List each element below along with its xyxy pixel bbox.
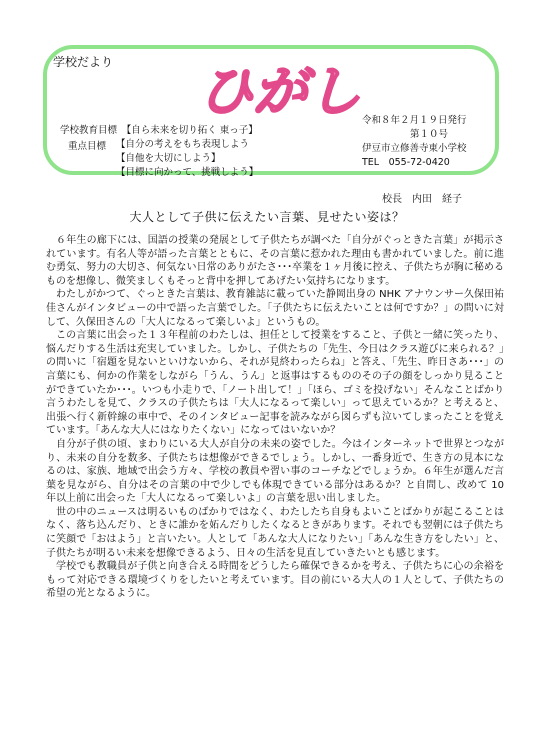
article-title: 大人として子供に伝えたい言葉、見せたい姿は？ [129,210,405,224]
article-body [46,234,504,601]
education-goal: 学校教育目標 【自ら未来を切り拓く 東っ子】 [60,125,258,136]
article-paragraph: わたしがかつて、ぐっときた言葉は、教育雑誌に載っていた静岡出身の NHK アナウンサー久保田祐佳さんがインタビューの中で語った言葉でした。「子供たちに伝えたいことは何ですか？」の問いに対して、久保田さんの「大人になるって楽しいよ」というもの。 [46,289,504,328]
masthead-title-text: ひがし [199,60,361,120]
issue-number: 第１０号 [410,129,449,140]
school-name: 伊豆市立修善寺東小学校 [362,143,467,154]
article-paragraph: 世の中のニュースは明るいものばかりではなく、わたしたち自身もよいことばかりが起こることはなく、落ち込んだり、ときに誰かを妬んだりしたくなるときがあります。それでも翌朝には子供たちに笑顔で「おはよう」と言いたい。人として「あんな大人になりたい」「あんな生き方をしたい」と、子供たちが明るい未来を想像できるよう、日々の生活を見直していきたいとも感じます。 [46,506,504,559]
focus-item: 【目標に向かって、挑戦しよう】 [116,167,259,178]
masthead-title-art [190,58,370,120]
issue-date: 令和８年２月１９日発行 [362,115,467,126]
focus-label: 重点目標 [68,141,107,152]
masthead-title [190,58,370,120]
article-paragraph: ６年生の廊下には、国語の授業の発展として子供たちが調べた「自分がぐっときた言葉」が掲示されています。有名人等が語った言葉とともに、その言葉に惹かれた理由も書かれていました。前に進む勇気、努力の大切さ、何気ない日常のありがたさ･･･卒業を１ヶ月後に控え、子供たちが胸に秘めるものを想像し、微笑ましくもそっと背中を押してあげたい気持ちになります。 [46,235,504,287]
focus-list [116,138,258,180]
focus-item: 【自他を大切にしよう】 [116,153,221,164]
school-phone: TEL 055-72-0420 [362,157,450,168]
article-paragraph: 自分が子供の頃、まわりにいる大人が自分の未来の姿でした。今はインターネットで世界とつながり、未来の自分を数多、子供たちは想像ができるでしょう。しかし、一番身近で、生き方の見本になるのは、家族、地域で出会う方々、学校の教員や習い事のコーチなどでしょうか。６年生が選んだ言葉を見ながら、自分はその言葉の中で少しでも体現できている部分はあるか？と自問し、改めて 10 年以上前に出会った「大人になるって楽しいよ」の言葉を思い出しました。 [46,438,504,505]
article-paragraph: この言葉に出会った１３年程前のわたしは、担任として授業をすること、子供と一緒に笑ったり、悩んだりする生活は充実していました。しかし、子供たちの「先生、今日はクラス遊びに来られる？」の問いに「宿題を見ないといけないから、それが見終わったらね」と答え、「先生、昨日さあ･･･」の言葉にも、何かの作業をしながら「うん、うん」と返事はするもののその子の顔をしっかり見ることができていたか･･･。いつも小走りで、「ノート出して！」「ほら、ゴミを投げない」そんなことばかり言うわたしを見て、クラスの子供たちは「大人になるって楽しい」って思えているか？と考えると、出張へ行く新幹線の車中で、そのインタビュー記事を読みながら図らずも泣いてしまったことを覚えています。「あんな大人にはなりたくない」になってはいないか？ [46,330,504,437]
newsletter-label: 学校だより [53,55,114,69]
author-line: 校長 内田 経子 [382,194,462,205]
focus-item: 【自分の考えをもち表現しよう [116,139,250,150]
issue-info [362,114,467,170]
article-paragraph: 学校でも教職員が子供と向き合える時間をどうしたら確保できるかを考え、子供たちに心の余裕をもって対応できる環境づくりをしたいと考えています。目の前にいる大人の１人として、子供たちの希望の光となるように。 [46,561,504,600]
